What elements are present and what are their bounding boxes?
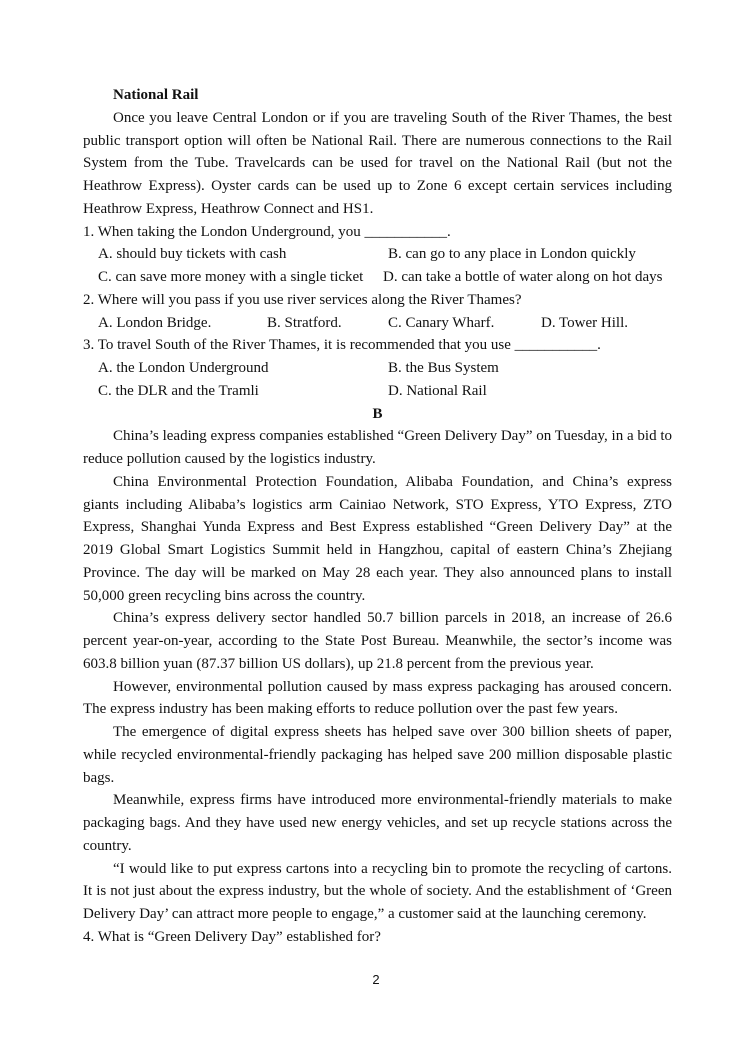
option-b: B. can go to any place in London quickly [388,246,636,263]
option-b: B. Stratford. [267,314,342,331]
option-c: C. the DLR and the Tramli [98,382,259,399]
question-4: 4. What is “Green Delivery Day” established for? [83,928,381,945]
question-1: 1. When taking the London Underground, you ___________. [83,223,451,240]
paragraph: However, environmental pollution caused by mass express packaging has aroused concern. The express industry has been making efforts to reduce pollution over the past few years. [83,678,672,718]
option-c: C. can save more money with a single ticket [98,269,364,285]
option-d: D. can take a bottle of water along on hot days [383,269,663,285]
question-3: 3. To travel South of the River Thames, it is recommended that you use ___________. [83,337,601,354]
paragraph: The emergence of digital express sheets has helped save over 300 billion sheets of paper, while recycled environmental-friendly packaging has helped save 200 million disposable plastic bags. [83,724,672,786]
page-number: 2 [372,972,380,987]
question-2: 2. Where will you pass if you use river services along the River Thames? [83,291,522,308]
paragraph: “I would like to put express cartons into a recycling bin to promote the recycling of cartons. It is not just about the express industry, but the whole of society. And the establishment of ‘Green Delivery Day’ can attract more people to engage,” a customer said at the launching ceremony. [83,860,672,922]
paragraph: Meanwhile, express firms have introduced more environmental-friendly materials to make packaging bags. And they have used new energy vehicles, and set up recycle stations across the country. [83,792,672,854]
section-heading: National Rail [113,87,199,103]
option-b: B. the Bus System [388,360,499,376]
option-d: D. National Rail [388,382,487,399]
option-a: A. London Bridge. [98,314,212,331]
paragraph: China’s express delivery sector handled 50.7 billion parcels in 2018, an increase of 26.6 percent year-on-year, according to the State Post Bureau. Meanwhile, the sector’s income was 603.8 billion yuan (87.37 billion US dollars), up 21.8 percent from the previous year. [83,610,672,672]
section-label: B [372,405,383,422]
paragraph: China’s leading express companies established “Green Delivery Day” on Tuesday, in a bid to reduce pollution caused by the logistics industry. [83,428,672,467]
option-d: D. Tower Hill. [541,314,628,331]
option-c: C. Canary Wharf. [388,314,495,331]
option-a: A. the London Underground [98,360,269,376]
document-page [83,84,672,949]
paragraph: Once you leave Central London or if you are traveling South of the River Thames, the best public transport option will often be National Rail. There are numerous connections to the Rail System from the Tube. Travelcards can be used for travel on the National Rail (but not the Heathrow Express). Oyster cards can be used up to Zone 6 except certain services including Heathrow Express, Heathrow Connect and HS1. [83,109,672,217]
paragraph: China Environmental Protection Foundation, Alibaba Foundation, and China’s express giants including Alibaba’s logistics arm Cainiao Network, STO Express, YTO Express, ZTO Express, Shanghai Yunda Express and Best Express established “Green Delivery Day” at the 2019 Global Smart Logistics Summit held in Hangzhou, capital of eastern China’s Zhejiang Province. The day will be marked on May 28 each year. They also announced plans to install 50,000 green recycling bins across the country. [83,473,672,604]
option-a: A. should buy tickets with cash [98,246,287,263]
